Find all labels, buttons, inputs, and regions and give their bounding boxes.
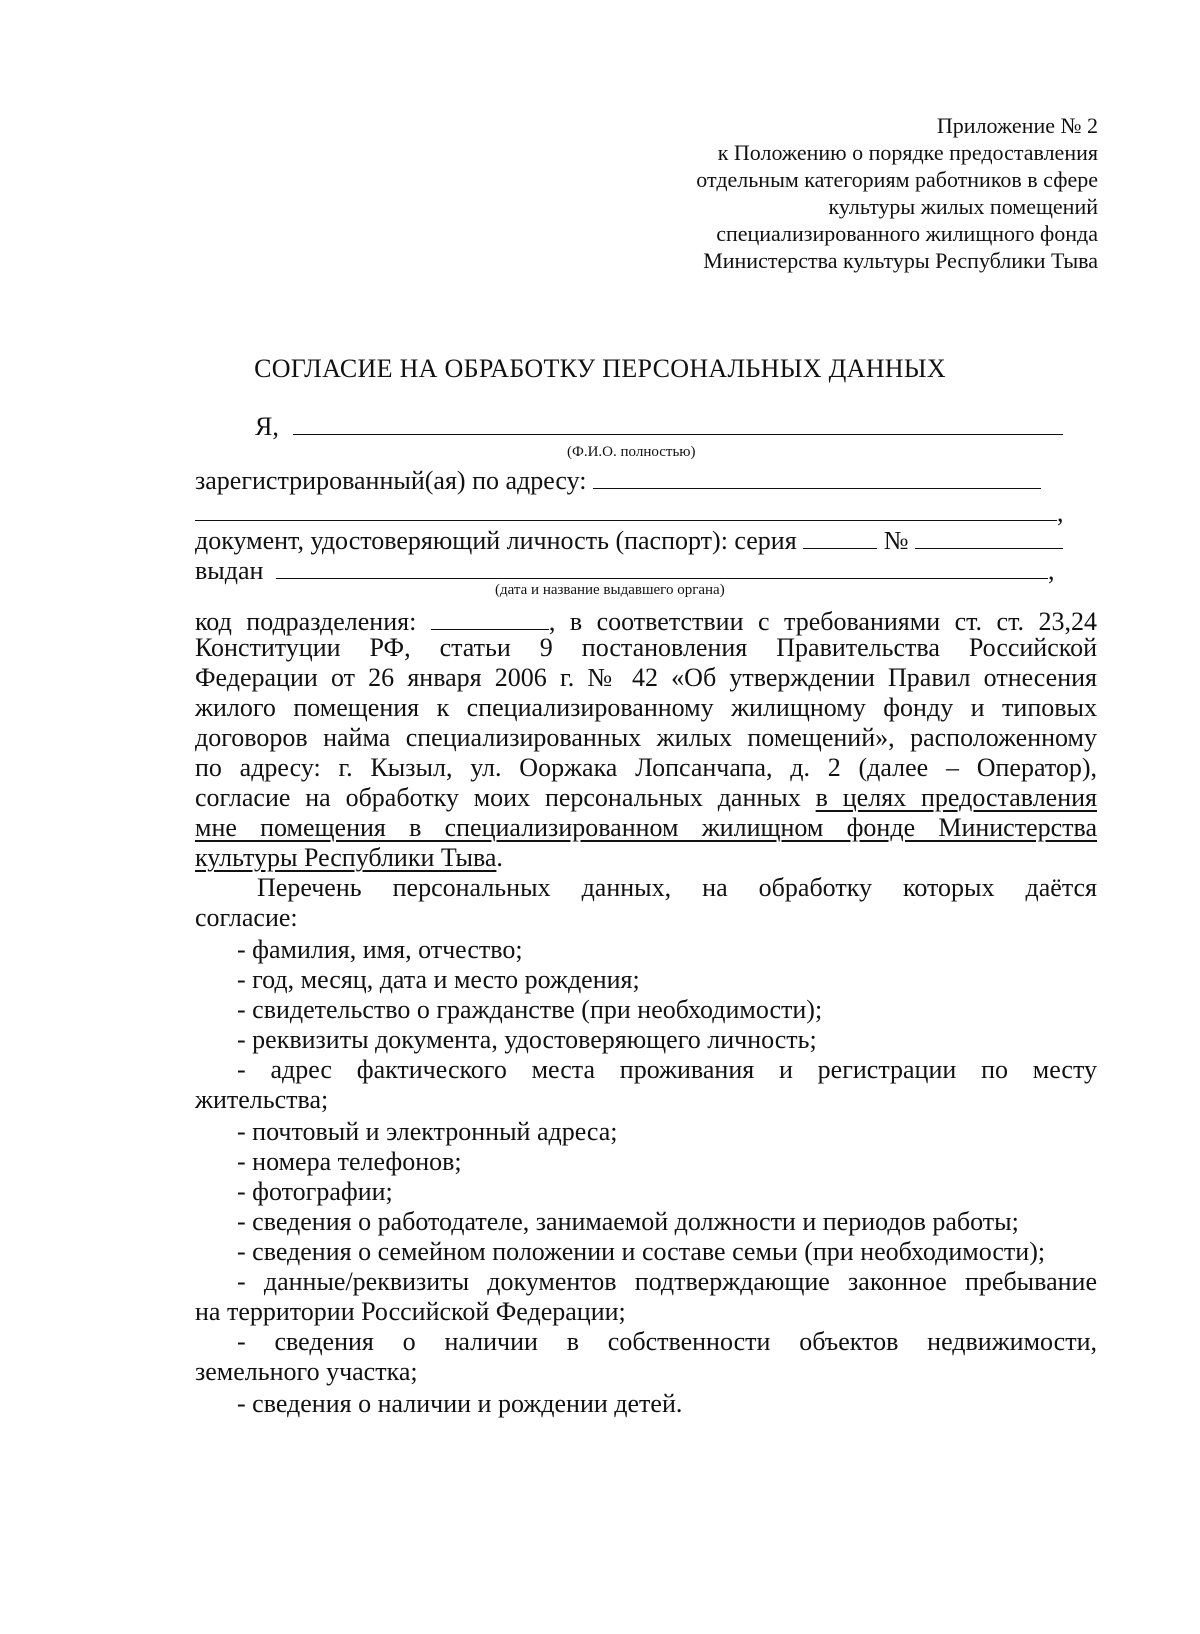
code-tail: , в соответствии с требованиями ст. ст. 23,24 xyxy=(548,607,1098,636)
list-item: - реквизиты документа, удостоверяющего личность; xyxy=(237,1025,817,1054)
appendix-note xyxy=(578,112,1098,274)
list-item: - адрес фактического места проживания и регистрации по месту xyxy=(237,1055,1097,1084)
list-item: жительства; xyxy=(195,1085,329,1114)
list-intro: согласие: xyxy=(195,903,298,932)
list-item: - год, месяц, дата и место рождения; xyxy=(237,965,640,994)
list-item: - свидетельство о гражданстве (при необходимости); xyxy=(237,995,823,1024)
fio-row xyxy=(195,408,1097,442)
list-item: - номера телефонов; xyxy=(237,1147,462,1176)
paragraph-text: согласие на обработку моих персональных данных xyxy=(195,783,816,812)
comma: , xyxy=(1047,556,1055,585)
issued-hint: (дата и название выдавшего органа) xyxy=(495,582,725,598)
list-item: на территории Российской Федерации; xyxy=(195,1297,626,1326)
appendix-line: Министерства культуры Республики Тыва xyxy=(703,248,1098,273)
list-item: - сведения о наличии и рождении детей. xyxy=(237,1389,683,1418)
appendix-line: культуры жилых помещений xyxy=(828,194,1098,219)
list-item: - сведения о семейном положении и составе семьи (при необходимости); xyxy=(237,1237,1046,1266)
paragraph-line: по адресу: г. Кызыл, ул. Ооржака Лопсанчапа, д. 2 (далее – Оператор), xyxy=(195,753,1097,782)
ya-label: Я, xyxy=(255,412,279,441)
address-field-1[interactable] xyxy=(593,462,1041,489)
comma: , xyxy=(1057,498,1064,527)
passport-row xyxy=(195,522,1097,556)
appendix-line: специализированного жилищного фонда xyxy=(716,221,1098,246)
number-field[interactable] xyxy=(915,522,1063,549)
purpose-line: мне помещения в специализированном жилищном фонде Министерства xyxy=(195,813,1097,842)
list-item: - сведения о наличии в собственности объектов недвижимости, xyxy=(237,1327,1097,1356)
address-row xyxy=(195,462,1097,496)
code-row xyxy=(195,603,1097,637)
paragraph-line xyxy=(195,783,1097,813)
series-field[interactable] xyxy=(803,522,877,549)
paragraph-line: Федерации от 26 января 2006 г. № 42 «Об утверждении Правил отнесения xyxy=(195,663,1097,692)
issued-row xyxy=(195,552,1097,586)
purpose-text: культуры Республики Тыва xyxy=(195,843,497,872)
purpose-line xyxy=(195,843,1097,873)
fio-hint: (Ф.И.О. полностью) xyxy=(567,444,696,460)
purpose-text: в целях предоставления xyxy=(815,783,1097,812)
document-label: документ, удостоверяющий личность (паспорт): серия xyxy=(195,526,797,555)
number-sign: № xyxy=(883,526,909,555)
list-item: - сведения о работодателе, занимаемой должности и периодов работы; xyxy=(237,1207,1019,1236)
list-item: - фамилия, имя, отчество; xyxy=(237,935,523,964)
paragraph-line: договоров найма специализированных жилых помещений», расположенному xyxy=(195,723,1097,752)
list-item: - почтовый и электронный адреса; xyxy=(237,1117,618,1146)
appendix-line: Приложение № 2 xyxy=(936,113,1098,138)
issued-label: выдан xyxy=(195,556,264,585)
registered-label: зарегистрированный(ая) по адресу: xyxy=(195,466,587,495)
issued-field[interactable] xyxy=(276,552,1048,579)
address-field-2[interactable] xyxy=(195,494,1057,521)
list-item: земельного участка; xyxy=(195,1357,418,1386)
list-item: - фотографии; xyxy=(237,1177,393,1206)
paragraph-text: . xyxy=(496,843,503,872)
paragraph-line: Конституции РФ, статьи 9 постановления Правительства Российской xyxy=(195,633,1097,662)
code-field[interactable] xyxy=(431,603,549,630)
code-label: код подразделения: xyxy=(195,607,417,636)
paragraph-line: жилого помещения к специализированному жилищному фонду и типовых xyxy=(195,693,1097,722)
appendix-line: к Положению о порядке предоставления xyxy=(717,140,1098,165)
list-item: - данные/реквизиты документов подтверждающие законное пребывание xyxy=(237,1267,1097,1296)
list-intro: Перечень персональных данных, на обработку которых даётся xyxy=(257,873,1097,902)
fio-field[interactable] xyxy=(293,408,1063,435)
document-title: СОГЛАСИЕ НА ОБРАБОТКУ ПЕРСОНАЛЬНЫХ ДАННЫХ xyxy=(254,354,946,383)
appendix-line: отдельным категориям работников в сфере xyxy=(696,167,1098,192)
